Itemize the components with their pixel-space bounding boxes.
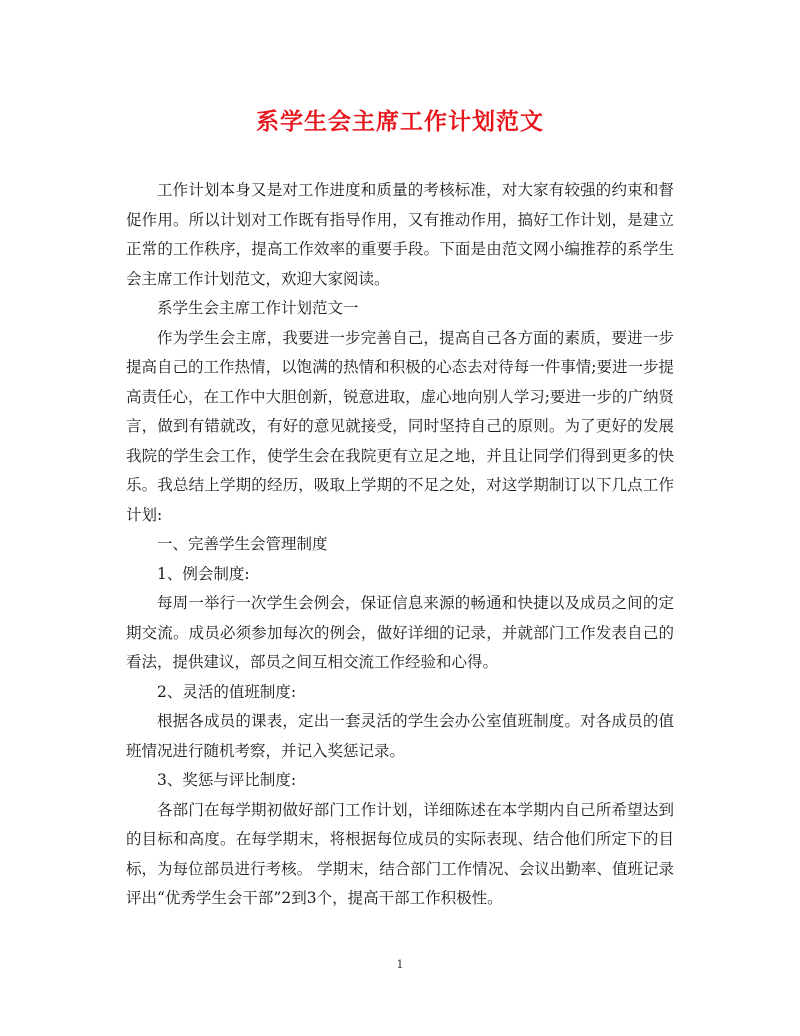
document-title: 系学生会主席工作计划范文 <box>256 108 544 135</box>
body-paragraph: 各部门在每学期初做好部门工作计划，详细陈述在本学期内自己所希望达到的目标和高度。在每学期末，将根据每位成员的实际表现、结合他们所定下的目标，为每位部员进行考核。 学期末，结合部门工作情况、会议出勤率、值班记录评出“优秀学生会干部”2到3个，提高干部工作积极性。 <box>126 800 674 907</box>
body-paragraph: 每周一举行一次学生会例会，保证信息来源的畅通和快捷以及成员之间的定期交流。成员必须参加每次的例会，做好详细的记录，并就部门工作发表自己的看法，提供建议，部员之间互相交流工作经验和心得。 <box>126 594 674 671</box>
intro-paragraph: 工作计划本身又是对工作进度和质量的考核标准，对大家有较强的约束和督促作用。所以计划对工作既有指导作用，又有推动作用，搞好工作计划，是建立正常的工作秩序，提高工作效率的重要手段。下面是由范文网小编推荐的系学生会主席工作计划范文，欢迎大家阅读。 <box>126 181 674 288</box>
subsection-heading: 一、完善学生会管理制度 <box>157 535 328 553</box>
page-number: 1 <box>396 958 404 971</box>
body-paragraph: 作为学生会主席，我要进一步完善自己，提高自己各方面的素质，要进一步提高自己的工作热情，以饱满的热情和积极的心态去对待每一件事情;要进一步提高责任心，在工作中大胆创新，锐意进取，虚心地向别人学习;要进一步的广纳贤言，做到有错就改，有好的意见就接受，同时坚持自己的原则。为了更好的发展我院的学生会工作，使学生会在我院更有立足之地，并且让同学们得到更多的快乐。我总结上学期的经历，吸取上学期的不足之处，对这学期制订以下几点工作计划: <box>126 328 674 524</box>
item-heading: 2、灵活的值班制度: <box>157 682 297 701</box>
section-heading: 系学生会主席工作计划范文一 <box>157 299 359 317</box>
item-heading: 1、例会制度: <box>157 564 250 583</box>
document-body <box>126 176 674 914</box>
item-heading: 3、奖惩与评比制度: <box>157 771 297 789</box>
body-paragraph: 根据各成员的课表，定出一套灵活的学生会办公室值班制度。对各成员的值班情况进行随机考察，并记入奖惩记录。 <box>126 712 674 760</box>
